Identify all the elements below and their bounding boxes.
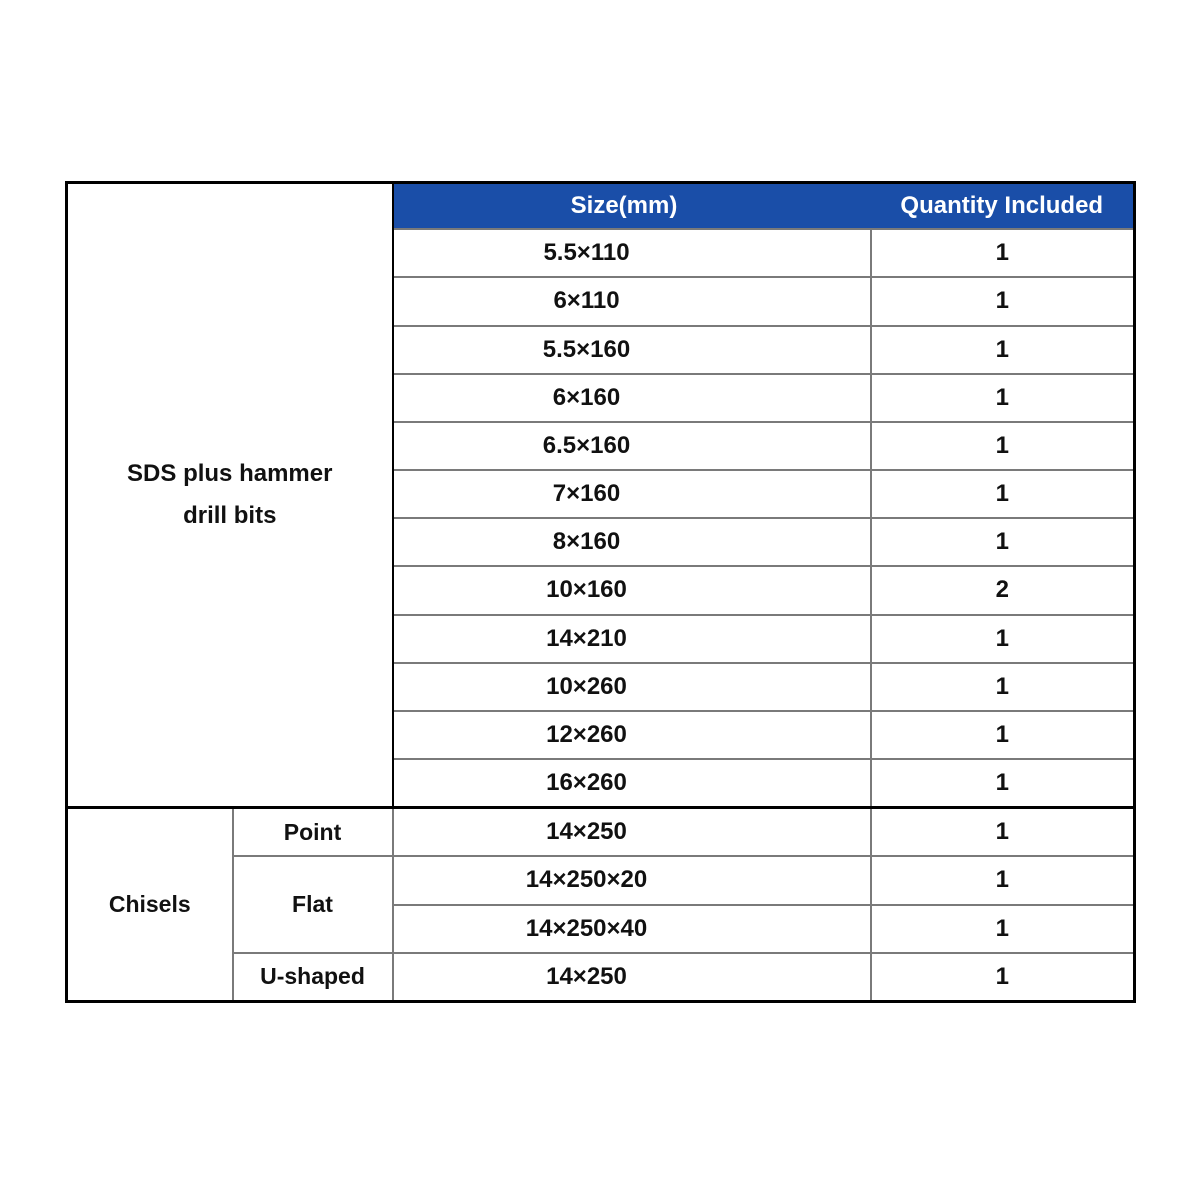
quantity-cell: 1 bbox=[871, 808, 1135, 857]
size-cell: 6.5×160 bbox=[393, 422, 871, 470]
quantity-cell: 1 bbox=[871, 711, 1135, 759]
quantity-cell: 2 bbox=[871, 566, 1135, 614]
chisels-category-label: Chisels bbox=[67, 808, 233, 1002]
quantity-cell: 1 bbox=[871, 277, 1135, 325]
quantity-cell: 1 bbox=[871, 374, 1135, 422]
quantity-cell: 1 bbox=[871, 229, 1135, 277]
size-cell: 14×250 bbox=[393, 953, 871, 1002]
quantity-cell: 1 bbox=[871, 518, 1135, 566]
size-cell: 14×250×20 bbox=[393, 856, 871, 904]
quantity-cell: 1 bbox=[871, 953, 1135, 1002]
sds-category-label-line1: SDS plus hammer bbox=[127, 460, 333, 488]
chisel-type-point: Point bbox=[233, 808, 393, 857]
quantity-cell: 1 bbox=[871, 905, 1135, 953]
size-cell: 14×250 bbox=[393, 808, 871, 857]
quantity-cell: 1 bbox=[871, 470, 1135, 518]
size-cell: 6×160 bbox=[393, 374, 871, 422]
size-cell: 5.5×110 bbox=[393, 229, 871, 277]
size-cell: 14×250×40 bbox=[393, 905, 871, 953]
table-row bbox=[67, 808, 1135, 857]
drill-bit-spec-table bbox=[65, 181, 1136, 1003]
size-cell: 5.5×160 bbox=[393, 326, 871, 374]
sds-category-label-line2: drill bits bbox=[183, 502, 277, 530]
size-cell: 14×210 bbox=[393, 615, 871, 663]
quantity-cell: 1 bbox=[871, 422, 1135, 470]
quantity-cell: 1 bbox=[871, 326, 1135, 374]
size-cell: 6×110 bbox=[393, 277, 871, 325]
size-cell: 7×160 bbox=[393, 470, 871, 518]
quantity-cell: 1 bbox=[871, 663, 1135, 711]
quantity-cell: 1 bbox=[871, 759, 1135, 808]
sds-category-cell bbox=[67, 183, 393, 808]
quantity-cell: 1 bbox=[871, 856, 1135, 904]
chisel-type-flat: Flat bbox=[233, 856, 393, 952]
size-cell: 16×260 bbox=[393, 759, 871, 808]
quantity-cell: 1 bbox=[871, 615, 1135, 663]
size-cell: 8×160 bbox=[393, 518, 871, 566]
chisel-type-u-shaped: U-shaped bbox=[233, 953, 393, 1002]
size-cell: 12×260 bbox=[393, 711, 871, 759]
size-cell: 10×260 bbox=[393, 663, 871, 711]
size-cell: 10×160 bbox=[393, 566, 871, 614]
header-row bbox=[67, 183, 1135, 230]
quantity-column-header: Quantity Included bbox=[871, 183, 1135, 230]
size-column-header: Size(mm) bbox=[393, 183, 871, 230]
